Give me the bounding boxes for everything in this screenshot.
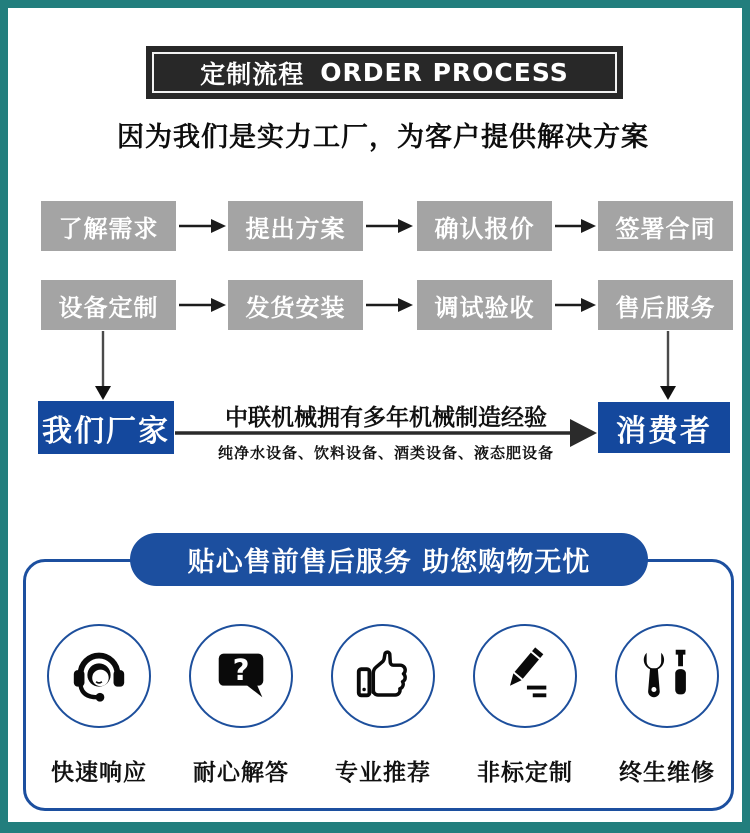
service-item-patient-answers [172,624,310,787]
service-label: 快速响应 [51,760,147,786]
flow-step-propose-plan: 提出方案 [228,201,363,251]
experience-text: 中联机械拥有多年机械制造经验 [225,405,547,431]
service-label: 终生维修 [619,760,715,786]
flow-step-confirm-quote: 确认报价 [417,201,552,251]
service-circle [47,624,151,728]
headset-icon [68,643,130,709]
service-items [30,624,736,787]
banner-title-zh: 定制流程 [200,59,305,89]
service-item-lifetime-repair [598,624,736,787]
wrench-screwdriver-icon [636,643,698,709]
flow-step-equipment-custom: 设备定制 [41,280,176,330]
service-item-custom-design [456,624,594,787]
service-circle [473,624,577,728]
flow-step-ship-install: 发货安装 [228,280,363,330]
service-item-pro-recommend [314,624,452,787]
service-label: 非标定制 [477,760,573,786]
factory-box: 我们厂家 [38,401,174,454]
svg-text:?: ? [232,652,250,687]
products-text: 纯净水设备、饮料设备、酒类设备、液态肥设备 [217,444,554,462]
service-label: 专业推荐 [335,760,431,786]
pencil-icon [494,643,556,709]
thumbs-up-icon [352,643,414,709]
flow-step-sign-contract: 签署合同 [598,201,733,251]
service-label: 耐心解答 [193,760,289,786]
service-banner: 贴心售前售后服务 助您购物无忧 [130,533,648,586]
flow-step-debug-accept: 调试验收 [417,280,552,330]
order-process-banner [146,46,623,99]
flow-step-after-sales: 售后服务 [598,280,733,330]
consumer-box: 消费者 [598,402,730,453]
flow-step-understand-needs: 了解需求 [41,201,176,251]
service-item-quick-response [30,624,168,787]
banner-title-en: ORDER PROCESS [320,58,569,87]
content-area [8,8,742,822]
service-circle [331,624,435,728]
question-bubble-icon [210,643,272,709]
service-circle [189,624,293,728]
headline: 因为我们是实力工厂，为客户提供解决方案 [117,122,649,153]
service-circle [615,624,719,728]
